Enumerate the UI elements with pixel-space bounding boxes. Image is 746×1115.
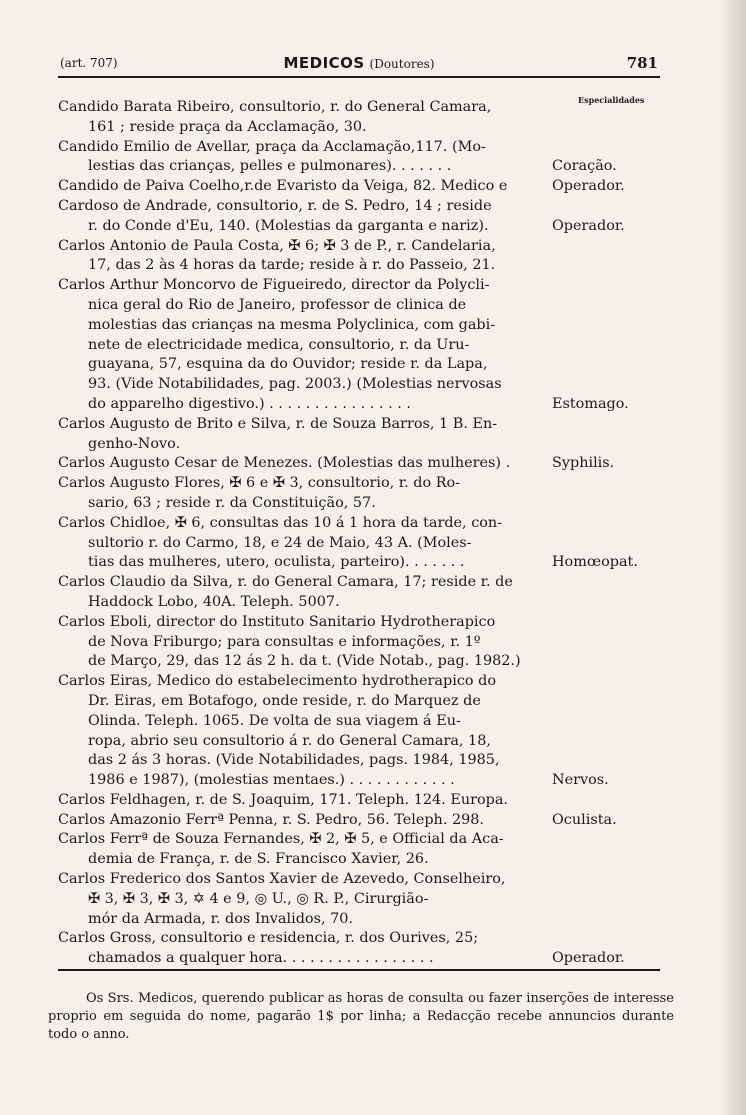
entry-name-line: Carlos Ferrª de Souza Fernandes, ✠ 2, ✠ 5, e Official da Aca- (58, 831, 504, 848)
directory-entry (48, 830, 558, 870)
entry-name-line: Carlos Augusto de Brito e Silva, r. de Souza Barros, 1 B. En- (58, 415, 498, 432)
entry-specialty: Nervos. (552, 772, 609, 789)
entry-name-line: Carlos Amazonio Ferrª Penna, r. S. Pedro, 56. Teleph. 298. (58, 811, 485, 828)
entry-name-line: Carlos Augusto Flores, ✠ 6 e ✠ 3, consultorio, r. do Ro- (58, 475, 461, 492)
directory-entry (48, 791, 558, 811)
entry-continuation-line: molestias das crianças na mesma Polyclinica, com gabi- (88, 316, 496, 333)
entry-specialty: Oculista. (552, 811, 617, 828)
entry-name-line: Carlos Feldhagen, r. de S. Joaquim, 171. Teleph. 124. Europa. (58, 791, 509, 808)
entry-name-line: Carlos Chidloe, ✠ 6, consultas das 10 á 1 hora da tarde, con- (58, 514, 503, 531)
entry-continuation-line: r. do Conde d'Eu, 140. (Molestias da garganta e nariz). (88, 217, 489, 234)
entry-specialty: Coração. (552, 158, 617, 175)
directory-entry (48, 870, 558, 929)
entry-name-line: Carlos Augusto Cesar de Menezes. (Molestias das mulheres) . (58, 455, 511, 472)
directory-entry (48, 929, 625, 969)
entry-specialty: Homœopat. (552, 554, 638, 571)
entry-continuation-line: tias das mulheres, utero, oculista, parteiro). . . . . . . (88, 554, 465, 571)
page-header (60, 54, 658, 74)
entry-name-line: Candido de Paiva Coelho,r.de Evaristo da Veiga, 82. Medico e (58, 178, 508, 195)
entry-name-line: Carlos Frederico dos Santos Xavier de Azevedo, Conselheiro, (58, 871, 506, 888)
entry-continuation-line: de Março, 29, das 12 ás 2 h. da t. (Vide Notab., pag. 1982.) (88, 653, 521, 670)
entry-continuation-line: genho-Novo. (88, 435, 181, 452)
entry-continuation-line: chamados a qualquer hora. . . . . . . . . . . . . . . . . (88, 950, 434, 967)
directory-entry (48, 811, 617, 831)
page-edge-shadow (718, 0, 746, 1115)
entry-continuation-line: sultorio r. do Carmo, 18, e 24 de Maio, 43 A. (Moles- (88, 534, 472, 551)
entry-continuation-line: Haddock Lobo, 40A. Teleph. 5007. (88, 593, 340, 610)
entry-specialty: Operador. (552, 217, 625, 234)
entry-continuation-line: 17, das 2 às 4 horas da tarde; reside à r. do Passeio, 21. (88, 257, 496, 274)
entry-name-line: Carlos Claudio da Silva, r. do General Camara, 17; reside r. de (58, 574, 513, 591)
directory-entry (48, 177, 625, 197)
directory-entry (48, 197, 625, 237)
directory-entry (48, 514, 638, 573)
footer-notice (48, 990, 674, 1044)
entry-specialty: Estomago. (552, 395, 629, 412)
directory-entry (48, 98, 558, 138)
running-title (60, 54, 658, 72)
directory-entry (48, 415, 558, 455)
entry-continuation-line: 161 ; reside praça da Acclamação, 30. (88, 118, 367, 135)
directory-entry (48, 613, 558, 672)
entry-name-line: Candido Barata Ribeiro, consultorio, r. do General Camara, (58, 99, 492, 115)
entry-continuation-line: guayana, 57, esquina da do Ouvidor; reside r. da Lapa, (88, 356, 488, 373)
entry-name-line: Carlos Eiras, Medico do estabelecimento hydrotherapico do (58, 673, 497, 690)
entry-continuation-line: 93. (Vide Notabilidades, pag. 2003.) (Molestias nervosas (88, 376, 502, 393)
entry-continuation-line: nica geral do Rio de Janeiro, professor de clinica de (88, 296, 467, 313)
entry-continuation-line: ✠ 3, ✠ 3, ✠ 3, ✡ 4 e 9, ◎ U., ◎ R. P., Cirurgião- (88, 890, 429, 907)
entry-name-line: Carlos Eboli, director do Instituto Sanitario Hydrotherapico (58, 613, 496, 630)
entries-list (48, 98, 668, 969)
entry-continuation-line: mór da Armada, r. dos Invalidos, 70. (88, 910, 354, 927)
entry-specialty: Operador. (552, 950, 625, 967)
section-subtitle: (Doutores) (369, 57, 435, 71)
header-rule (58, 76, 660, 78)
directory-entry (48, 138, 617, 178)
entry-continuation-line: ropa, abrio seu consultorio á r. do General Camara, 18, (88, 732, 491, 749)
entry-continuation-line: sario, 63 ; reside r. da Constituição, 57. (88, 494, 376, 511)
entry-continuation-line: das 2 ás 3 horas. (Vide Notabilidades, pags. 1984, 1985, (88, 752, 500, 769)
section-title: MEDICOS (283, 54, 365, 72)
entry-continuation-line: Olinda. Teleph. 1065. De volta de sua viagem á Eu- (88, 712, 461, 729)
entry-continuation-line: lestias das crianças, pelles e pulmonares). . . . . . . (88, 158, 452, 175)
entry-continuation-line: do apparelho digestivo.) . . . . . . . . . . . . . . . . (88, 395, 411, 412)
entry-continuation-line: de Nova Friburgo; para consultas e informações, r. 1º (88, 633, 481, 650)
entry-name-line: Carlos Antonio de Paula Costa, ✠ 6; ✠ 3 de P., r. Candelaria, (58, 237, 496, 254)
entry-continuation-line: demia de França, r. de S. Francisco Xavier, 26. (88, 851, 429, 868)
entry-name-line: Candido Emilio de Avellar, praça da Acclamação,117. (Mo- (58, 138, 486, 155)
column-header: Especialidades (578, 95, 645, 105)
page-number: 781 (626, 54, 658, 72)
directory-entry (48, 573, 558, 613)
directory-entry (48, 474, 558, 514)
entry-continuation-line: nete de electricidade medica, consultorio, r. da Uru- (88, 336, 470, 353)
directory-entry (48, 454, 615, 474)
footer-rule (58, 969, 660, 971)
entry-specialty: Syphilis. (552, 455, 615, 472)
entry-name-line: Cardoso de Andrade, consultorio, r. de S. Pedro, 14 ; reside (58, 197, 492, 214)
directory-entry (48, 672, 609, 791)
entry-specialty: Operador. (552, 178, 625, 195)
footer-text: Os Srs. Medicos, querendo publicar as horas de consulta ou fazer inserções de interesse proprio em seguida do nome, pagarão 1$ por linha; a Redacção recebe annuncios durante todo o anno. (48, 991, 674, 1042)
entry-name-line: Carlos Arthur Moncorvo de Figueiredo, director da Polycli- (58, 277, 490, 294)
directory-entry (48, 276, 629, 415)
article-reference: (art. 707) (60, 56, 118, 70)
entry-continuation-line: 1986 e 1987), (molestias mentaes.) . . . . . . . . . . . . (88, 772, 455, 789)
entry-continuation-line: Dr. Eiras, em Botafogo, onde reside, r. do Marquez de (88, 692, 481, 709)
entry-name-line: Carlos Gross, consultorio e residencia, r. dos Ourives, 25; (58, 930, 479, 947)
directory-entry (48, 237, 558, 277)
